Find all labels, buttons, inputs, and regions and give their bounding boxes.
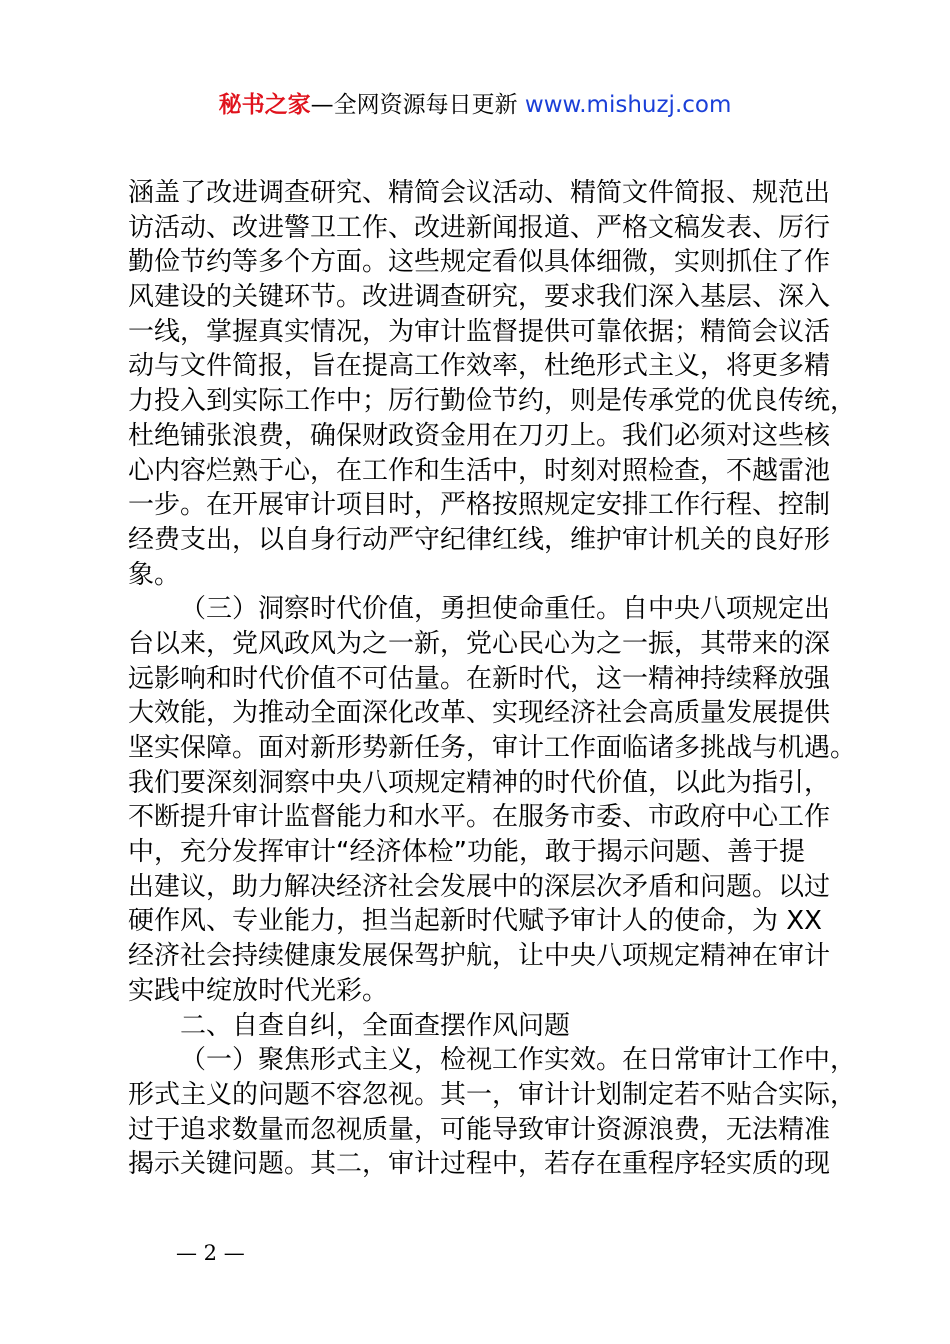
- text-line: 勤俭节约等多个方面。这些规定看似具体细微，实则抓住了作: [128, 247, 831, 278]
- text-line: 力投入到实际工作中；厉行勤俭节约，则是传承党的优良传统，: [128, 386, 857, 417]
- text-line: 涵盖了改进调查研究、精简会议活动、精简文件简报、规范出: [128, 178, 831, 208]
- text-line: 我们要深刻洞察中央八项规定精神的时代价值，以此为指引，: [128, 767, 831, 798]
- text-line: 杜绝铺张浪费，确保财政资金用在刀刃上。我们必须对这些核: [128, 420, 831, 451]
- text-line: 经费支出，以自身行动严守纪律红线，维护审计机关的良好形: [128, 524, 831, 555]
- text-line: 过于追求数量而忽视质量，可能导致审计资源浪费，无法精准: [128, 1114, 831, 1145]
- text-line: 远影响和时代价值不可估量。在新时代，这一精神持续释放强: [128, 663, 831, 694]
- text-line: 心内容烂熟于心，在工作和生活中，时刻对照检查，不越雷池: [128, 455, 831, 486]
- brand-name: 秘书之家: [218, 92, 311, 118]
- text-line: 实践中绽放时代光彩。: [128, 975, 389, 1006]
- page-number: — 2 —: [176, 1241, 245, 1265]
- text-line: 硬作风、专业能力，担当起新时代赋予审计人的使命，为 XX: [128, 906, 822, 937]
- section-heading-3: （三）洞察时代价值，勇担使命重任。自中央八项规定出: [180, 594, 831, 625]
- text-line: 动与文件简报，旨在提高工作效率，杜绝形式主义，将更多精: [128, 351, 831, 382]
- text-line: 经济社会持续健康发展保驾护航，让中央八项规定精神在审计: [128, 941, 831, 972]
- section-heading-1: （一）聚焦形式主义，检视工作实效。在日常审计工作中，: [180, 1045, 857, 1076]
- text-line: 象。: [128, 559, 181, 590]
- text-line: 坚实保障。面对新形势新任务，审计工作面临诸多挑战与机遇。: [128, 733, 857, 763]
- text-line: 不断提升审计监督能力和水平。在服务市委、市政府中心工作: [128, 802, 831, 833]
- text-line: 形式主义的问题不容忽视。其一，审计计划制定若不贴合实际，: [128, 1079, 857, 1110]
- text-line: 一线，掌握真实情况，为审计监督提供可靠依据；精简会议活: [128, 316, 831, 347]
- text-line: 风建设的关键环节。改进调查研究，要求我们深入基层、深入: [128, 282, 831, 313]
- site-url[interactable]: www.mishuzj.com: [524, 92, 732, 118]
- text-line: 揭示关键问题。其二，审计过程中，若存在重程序轻实质的现: [128, 1149, 831, 1180]
- text-line: 访活动、改进警卫工作、改进新闻报道、严格文稿发表、厉行: [128, 212, 831, 243]
- text-line: 台以来，党风政风为之一新，党心民心为之一振，其带来的深: [128, 628, 831, 659]
- text-line: 一步。在开展审计项目时，严格按照规定安排工作行程、控制: [128, 490, 831, 521]
- document-body: [128, 176, 857, 1182]
- site-header: [0, 88, 950, 122]
- text-line: 中，充分发挥审计“经济体检”功能，敢于揭示问题、善于提: [128, 837, 805, 868]
- header-slogan: —全网资源每日更新: [310, 92, 525, 118]
- text-line: 出建议，助力解决经济社会发展中的深层次矛盾和问题。以过: [128, 871, 831, 902]
- chapter-heading-2: 二、自查自纠，全面查摆作风问题: [180, 1010, 571, 1041]
- text-line: 大效能，为推动全面深化改革、实现经济社会高质量发展提供: [128, 698, 831, 729]
